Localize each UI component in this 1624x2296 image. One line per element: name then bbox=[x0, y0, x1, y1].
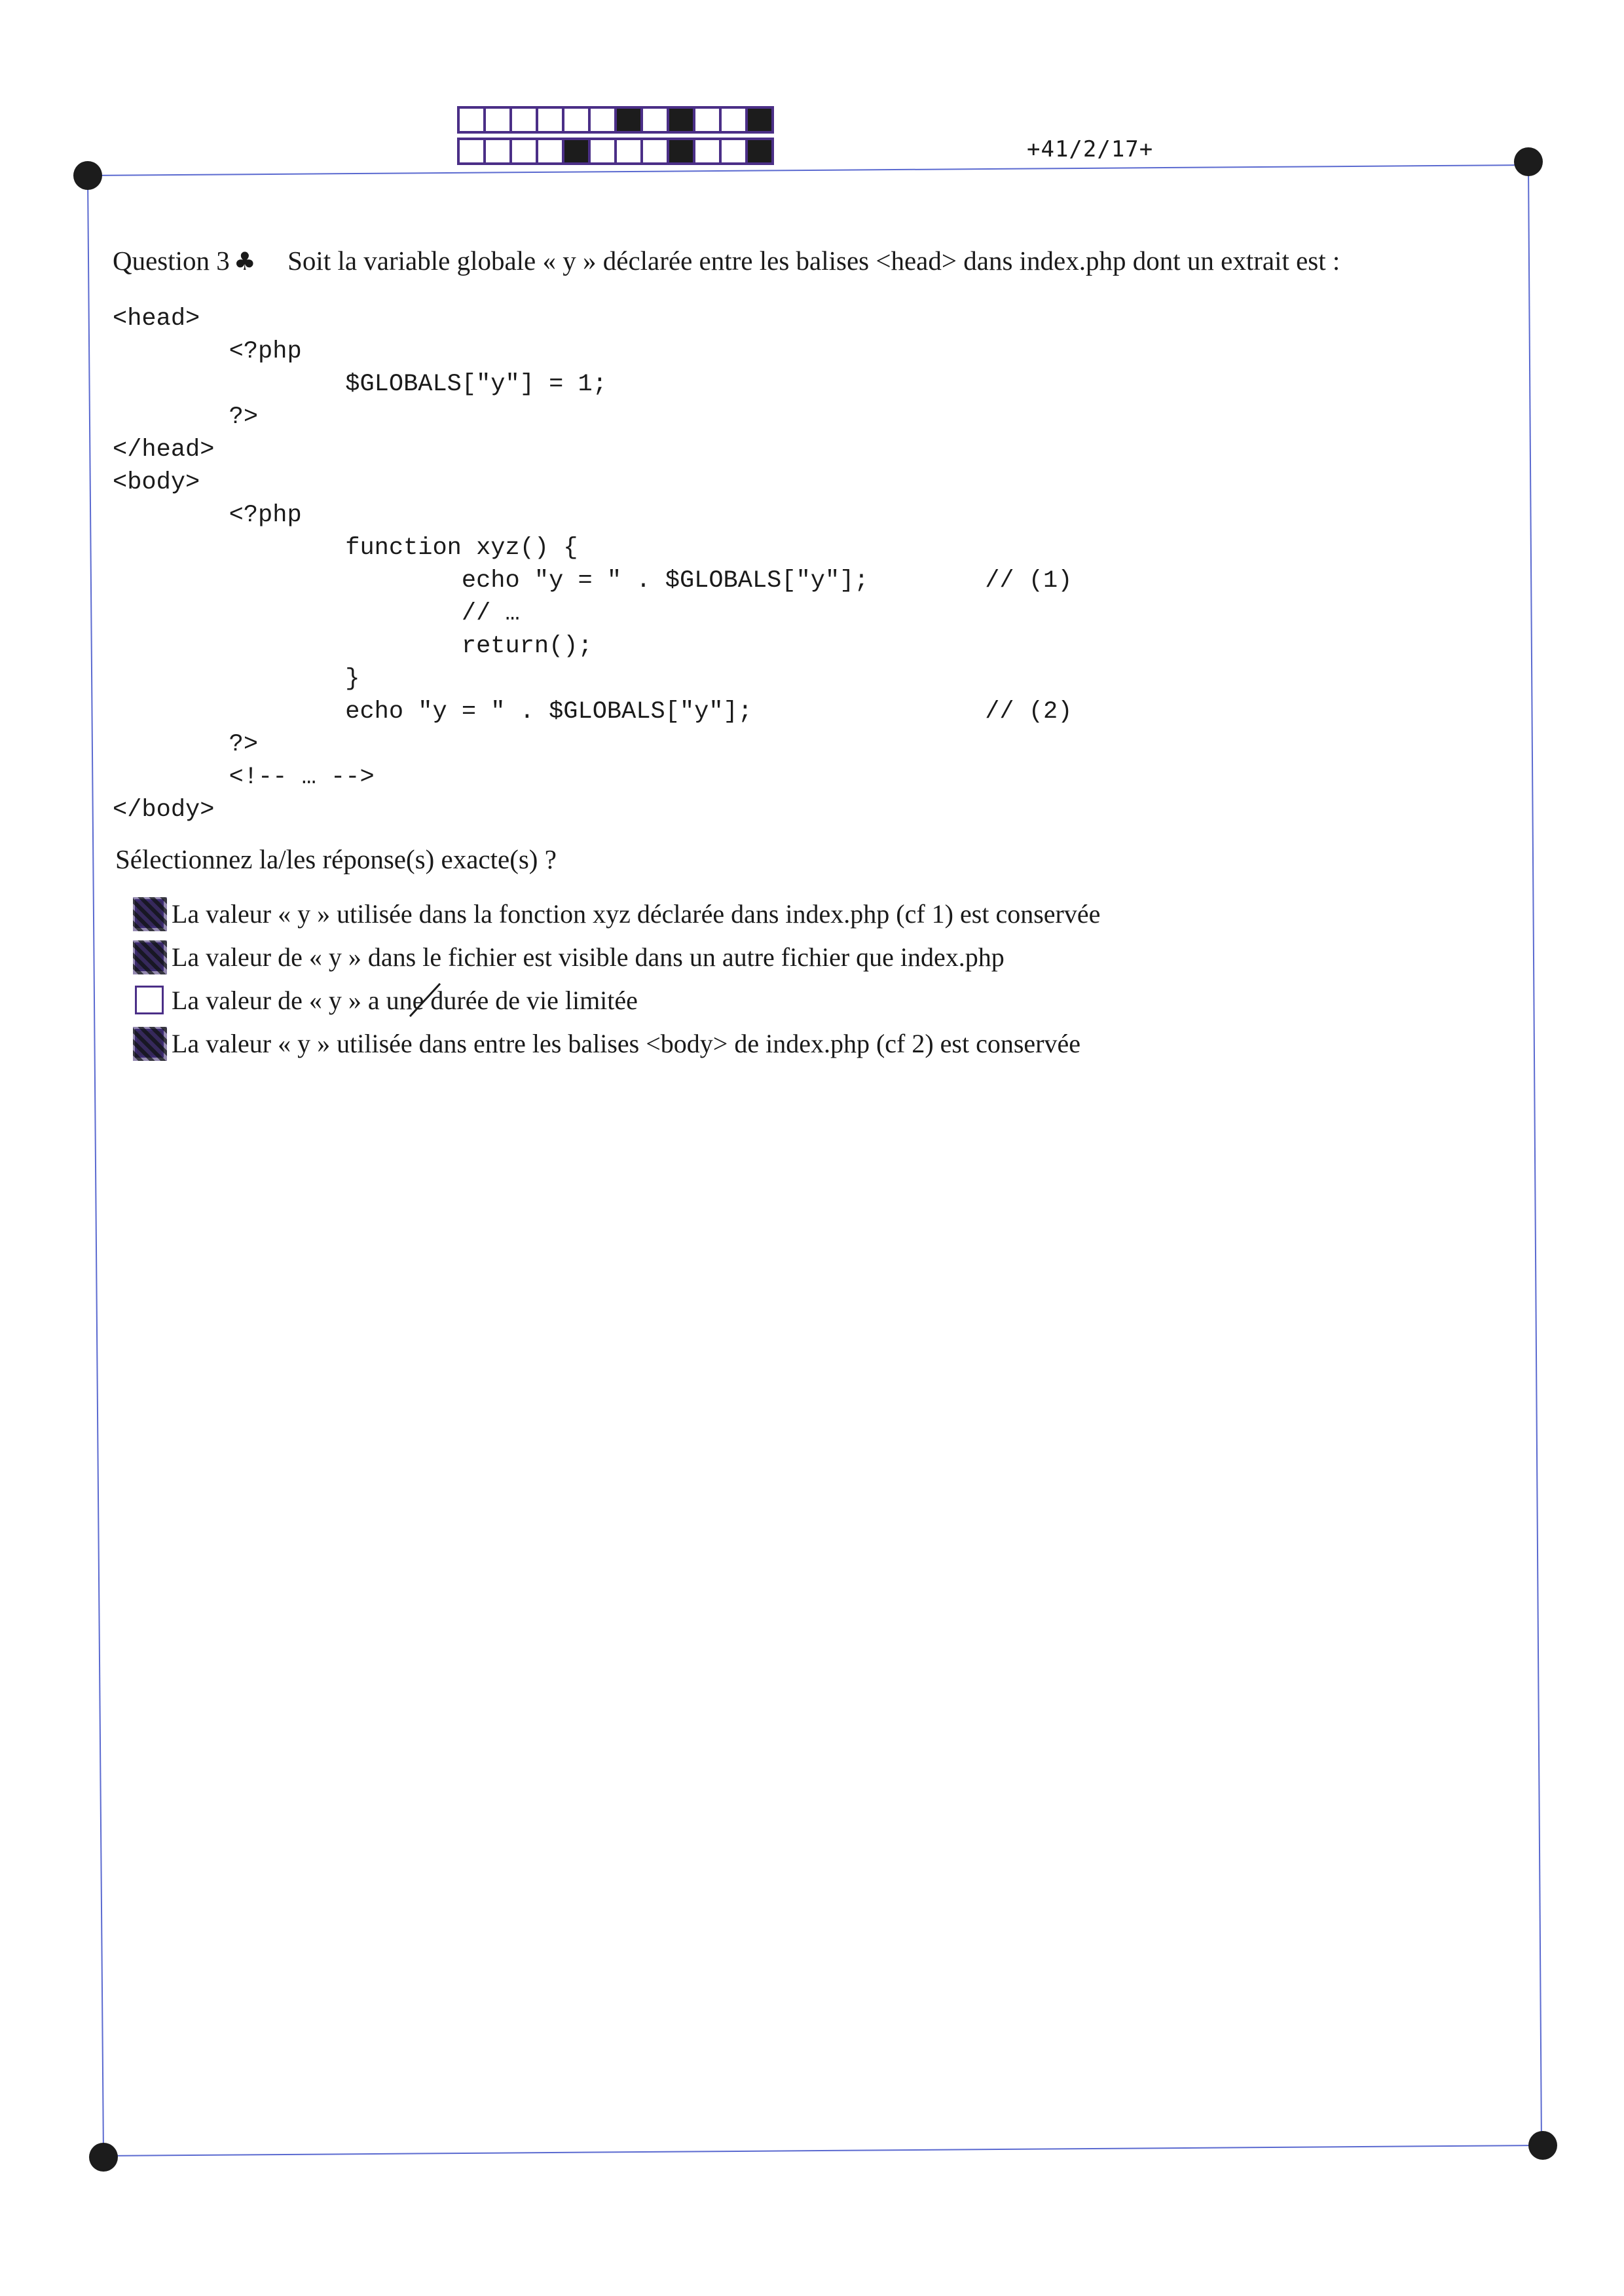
answer-checkbox-3[interactable] bbox=[135, 986, 164, 1014]
code-line: <body> bbox=[113, 469, 200, 496]
id-row-2 bbox=[458, 139, 773, 164]
answer-text-3: La valeur de « y » a une durée de vie limitée bbox=[172, 985, 638, 1015]
code-line: <?php bbox=[113, 338, 302, 365]
code-line: </head> bbox=[113, 436, 215, 464]
answer-option-1[interactable] bbox=[135, 892, 1100, 935]
exam-page-code: +41/2/17+ bbox=[1027, 136, 1154, 162]
club-symbol: ♣ bbox=[233, 247, 256, 276]
corner-marker-top-right bbox=[1514, 147, 1543, 176]
code-line: // … bbox=[113, 600, 520, 627]
answer-text-2: La valeur de « y » dans le fichier est visible dans un autre fichier que index.php bbox=[172, 942, 1005, 972]
answer-checkbox-1[interactable] bbox=[135, 899, 164, 928]
question-label: Question 3 ♣ bbox=[113, 246, 256, 276]
answer-text-4: La valeur « y » utilisée dans entre les balises <body> de index.php (cf 2) est conservée bbox=[172, 1028, 1081, 1058]
corner-marker-bottom-left bbox=[89, 2143, 118, 2172]
id-row-1 bbox=[458, 107, 773, 132]
code-line: <head> bbox=[113, 305, 200, 333]
code-line: } bbox=[113, 665, 360, 693]
code-line: function xyz() { bbox=[113, 534, 578, 562]
answer-prompt: Sélectionnez la/les réponse(s) exacte(s) ? bbox=[115, 844, 557, 874]
answer-text-1: La valeur « y » utilisée dans la fonction xyz déclarée dans index.php (cf 1) est conservée bbox=[172, 898, 1101, 929]
code-line: </body> bbox=[113, 796, 215, 824]
code-line: <?php bbox=[113, 502, 302, 529]
question-text: Soit la variable globale « y » déclarée entre les balises <head> dans index.php dont un extrait est : bbox=[287, 246, 1340, 276]
answer-checkbox-2[interactable] bbox=[135, 942, 164, 971]
code-line: echo "y = " . $GLOBALS["y"]; // (2) bbox=[113, 698, 1073, 726]
code-line: echo "y = " . $GLOBALS["y"]; // (1) bbox=[113, 567, 1073, 595]
code-line: $GLOBALS["y"] = 1; bbox=[113, 371, 607, 398]
code-excerpt bbox=[113, 303, 1072, 826]
question-header bbox=[113, 245, 1422, 276]
answer-checkbox-4[interactable] bbox=[135, 1029, 164, 1058]
answer-option-4[interactable] bbox=[135, 1022, 1100, 1065]
corner-marker-top-left bbox=[73, 161, 102, 190]
answer-list bbox=[135, 892, 1100, 1065]
answer-option-2[interactable] bbox=[135, 935, 1100, 978]
student-id-boxes bbox=[458, 107, 773, 164]
code-line: ?> bbox=[113, 731, 259, 758]
code-line: return(); bbox=[113, 633, 593, 660]
code-line: <!-- … --> bbox=[113, 764, 375, 791]
answer-option-3[interactable] bbox=[135, 978, 1100, 1022]
corner-marker-bottom-right bbox=[1528, 2131, 1557, 2160]
code-line: ?> bbox=[113, 403, 259, 431]
